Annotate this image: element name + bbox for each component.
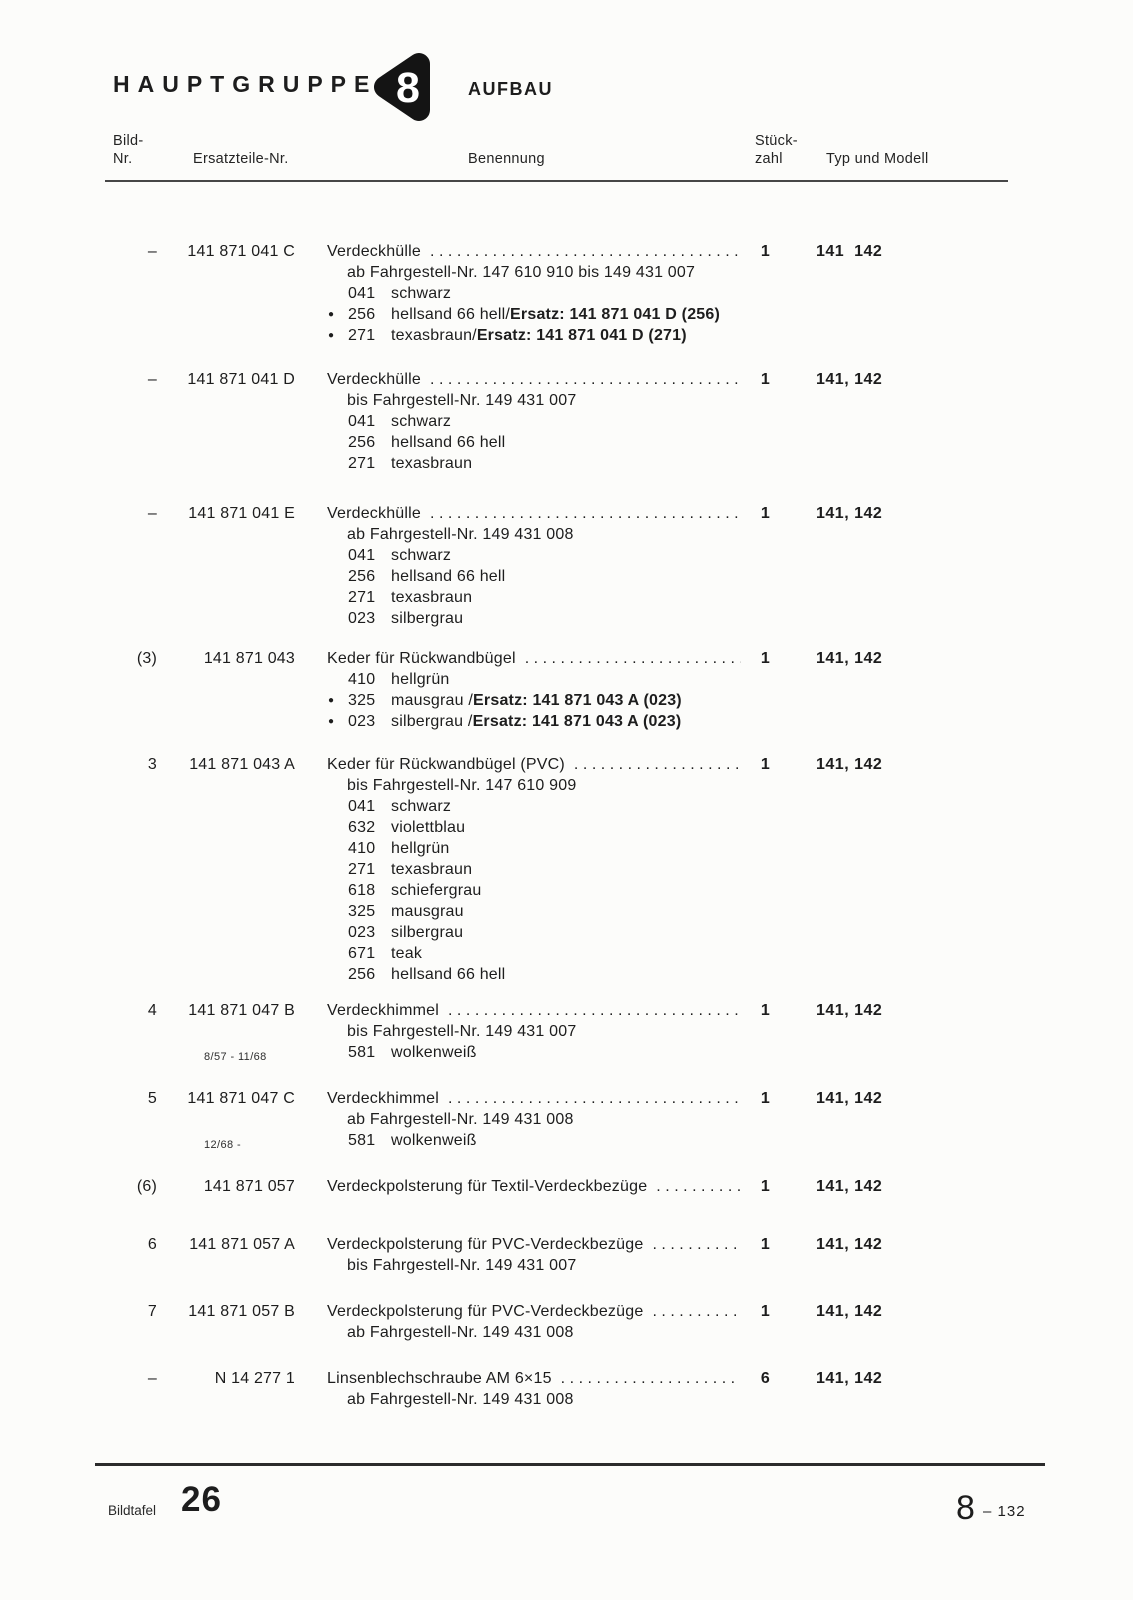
bullet-spacer (327, 838, 348, 859)
color-code: 023 (348, 924, 376, 941)
part-title: Verdeckhülle (327, 243, 422, 260)
part-title-line (327, 369, 743, 390)
bild-nr-cell: – (147, 243, 157, 260)
description-cell (327, 1301, 743, 1343)
color-code: 271 (348, 327, 376, 344)
bild-nr-cell: – (147, 505, 157, 522)
group-number-badge-icon (372, 49, 434, 125)
description-cell (327, 1088, 743, 1151)
type-model-cell: 141, 142 (816, 1090, 883, 1107)
color-option-line (327, 711, 743, 732)
bullet-spacer (327, 432, 348, 453)
color-code: 041 (348, 547, 376, 564)
bild-nr-cell: 5 (147, 1090, 157, 1107)
type-model-cell: 141, 142 (816, 1303, 883, 1320)
part-title: Verdeckpolsterung für PVC-Verdeckbezüge (327, 1303, 644, 1320)
color-option-line (327, 608, 743, 629)
color-name: wolkenweiß (391, 1132, 477, 1149)
part-title-line (327, 1088, 743, 1109)
dot-leader (561, 1368, 741, 1389)
part-title-line (327, 503, 743, 524)
quantity-cell: 1 (760, 1002, 770, 1019)
part-title-line (327, 648, 743, 669)
dot-leader (430, 369, 741, 390)
color-name: hellsand 66 hell (391, 966, 506, 983)
bullet-spacer (327, 545, 348, 566)
color-option-line (327, 669, 743, 690)
page-number: – 132 (983, 1503, 1026, 1520)
description-cell (327, 1234, 743, 1276)
bild-nr-cell: 7 (147, 1303, 157, 1320)
bullet-spacer (327, 1042, 348, 1063)
bild-nr-cell: 3 (147, 756, 157, 773)
color-option-line (327, 411, 743, 432)
color-option-line (327, 1042, 743, 1063)
color-name: schwarz (391, 798, 452, 815)
color-code: 271 (348, 455, 376, 472)
bullet-spacer (327, 1130, 348, 1151)
footer-rule (95, 1463, 1045, 1466)
column-header-bild: Bild- (113, 133, 144, 149)
color-code: 256 (348, 568, 376, 585)
bullet-spacer (327, 566, 348, 587)
part-number-cell: 141 871 057 B (188, 1303, 295, 1320)
superseded-bullet-icon: ● (328, 716, 335, 727)
description-cell (327, 1000, 743, 1063)
dot-leader (448, 1000, 741, 1021)
color-option-line (327, 943, 743, 964)
column-header-part-number: Ersatzteile-Nr. (193, 151, 289, 167)
bullet-spacer (327, 283, 348, 304)
column-header-bild-nr: Nr. (113, 151, 133, 167)
bullet-spacer (327, 796, 348, 817)
color-code: 041 (348, 285, 376, 302)
color-code: 256 (348, 434, 376, 451)
dot-leader (430, 241, 741, 262)
part-title: Verdeckhülle (327, 505, 422, 522)
quantity-cell: 1 (760, 1090, 770, 1107)
bild-nr-cell: (3) (136, 650, 157, 667)
quantity-cell: 1 (760, 650, 770, 667)
superseded-bullet-icon: ● (328, 330, 335, 341)
superseded-bullet-icon: ● (328, 695, 335, 706)
part-title: Verdeckpolsterung für PVC-Verdeckbezüge (327, 1236, 644, 1253)
color-option-line (327, 587, 743, 608)
color-option-line (327, 566, 743, 587)
dot-leader (656, 1176, 741, 1197)
dot-leader (652, 1234, 741, 1255)
chassis-number-note: bis Fahrgestell-Nr. 147 610 909 (347, 777, 577, 794)
color-code: 256 (348, 966, 376, 983)
ersatz-replacement: Ersatz: 141 871 043 A (023) (472, 713, 682, 730)
type-model-cell: 141, 142 (816, 756, 883, 773)
type-model-cell: 141, 142 (816, 371, 883, 388)
quantity-cell: 1 (760, 756, 770, 773)
bullet-spacer (327, 943, 348, 964)
color-code: 410 (348, 840, 376, 857)
ersatz-replacement: Ersatz: 141 871 043 A (023) (473, 692, 682, 709)
chassis-number-note: ab Fahrgestell-Nr. 149 431 008 (347, 1111, 574, 1128)
color-code: 271 (348, 861, 376, 878)
superseded-bullet-icon: ● (328, 309, 335, 320)
part-number-cell: 141 871 041 D (187, 371, 295, 388)
color-option-line (327, 922, 743, 943)
part-title-line (327, 241, 743, 262)
part-title: Verdeckhimmel (327, 1002, 439, 1019)
bullet-spacer (327, 453, 348, 474)
color-code: 023 (348, 610, 376, 627)
ersatz-replacement: Ersatz: 141 871 041 D (271) (476, 327, 687, 344)
color-option-line (327, 859, 743, 880)
dot-leader (525, 648, 741, 669)
quantity-cell: 1 (760, 371, 770, 388)
color-option-line (327, 964, 743, 985)
part-number-cell: 141 871 047 B (188, 1002, 295, 1019)
color-code: 325 (348, 692, 376, 709)
bullet-spacer (327, 669, 348, 690)
color-option-line (327, 283, 743, 304)
color-name: hellsand 66 hell/ (391, 306, 511, 323)
color-option-line (327, 817, 743, 838)
quantity-cell: 1 (760, 1236, 770, 1253)
color-name: schwarz (391, 547, 452, 564)
description-cell (327, 1176, 743, 1197)
part-number-cell: 141 871 057 A (189, 1236, 295, 1253)
color-name: hellsand 66 hell (391, 434, 506, 451)
part-number-cell: 141 871 041 E (188, 505, 295, 522)
part-title: Keder für Rückwandbügel (PVC) (327, 756, 565, 773)
description-cell (327, 503, 743, 629)
chassis-number-note: bis Fahrgestell-Nr. 149 431 007 (347, 392, 577, 409)
dot-leader (574, 754, 741, 775)
type-model-cell: 141 142 (816, 243, 883, 260)
bullet-spacer (327, 587, 348, 608)
bild-nr-cell: – (147, 1370, 157, 1387)
part-title-line (327, 1000, 743, 1021)
chassis-number-note: bis Fahrgestell-Nr. 149 431 007 (347, 1257, 577, 1274)
type-model-cell: 141, 142 (816, 1178, 883, 1195)
color-name: texasbraun/ (391, 327, 477, 344)
part-title-line (327, 1234, 743, 1255)
color-option-line (327, 545, 743, 566)
color-name: texasbraun (391, 589, 473, 606)
bullet-spacer (327, 880, 348, 901)
part-title: Verdeckhülle (327, 371, 422, 388)
color-name: violettblau (391, 819, 466, 836)
color-name: silbergrau (391, 610, 464, 627)
color-option-line (327, 880, 743, 901)
color-option-line (327, 325, 743, 346)
color-code: 671 (348, 945, 376, 962)
bild-nr-cell: 6 (147, 1236, 157, 1253)
quantity-cell: 1 (760, 1178, 770, 1195)
column-header-zahl: zahl (755, 151, 783, 167)
chassis-number-note: ab Fahrgestell-Nr. 147 610 910 bis 149 431 007 (347, 264, 696, 281)
description-cell (327, 369, 743, 474)
color-code: 256 (348, 306, 376, 323)
bullet-spacer (327, 817, 348, 838)
part-title: Keder für Rückwandbügel (327, 650, 516, 667)
bildtafel-number: 26 (181, 1480, 222, 1519)
color-name: mausgrau (391, 903, 464, 920)
bildtafel-label: Bildtafel (108, 1503, 157, 1518)
color-code: 041 (348, 413, 376, 430)
color-option-line (327, 1130, 743, 1151)
bullet-spacer (327, 411, 348, 432)
bild-nr-cell: (6) (136, 1178, 157, 1195)
bullet-spacer (327, 608, 348, 629)
part-title: Verdeckhimmel (327, 1090, 439, 1107)
part-number-cell: 141 871 057 (203, 1178, 295, 1195)
ersatz-replacement: Ersatz: 141 871 041 D (256) (510, 306, 721, 323)
part-title-line (327, 1301, 743, 1322)
color-code: 271 (348, 589, 376, 606)
quantity-cell: 1 (760, 505, 770, 522)
color-name: texasbraun (391, 861, 473, 878)
badge-number: 8 (396, 64, 420, 112)
color-name: schiefergrau (391, 882, 482, 899)
type-model-cell: 141, 142 (816, 505, 883, 522)
color-option-line (327, 432, 743, 453)
part-number-cell: 141 871 043 A (189, 756, 295, 773)
bullet-spacer (327, 964, 348, 985)
type-model-cell: 141, 142 (816, 1370, 883, 1387)
column-header-typ-modell: Typ und Modell (826, 151, 929, 167)
chassis-number-note: ab Fahrgestell-Nr. 149 431 008 (347, 526, 574, 543)
type-model-cell: 141, 142 (816, 650, 883, 667)
chassis-number-note: ab Fahrgestell-Nr. 149 431 008 (347, 1391, 574, 1408)
description-cell (327, 1368, 743, 1410)
color-option-line (327, 838, 743, 859)
bild-nr-cell: 4 (147, 1002, 157, 1019)
header-rule (105, 180, 1008, 182)
color-option-line (327, 690, 743, 711)
part-title: Verdeckpolsterung für Textil-Verdeckbezüge (327, 1178, 648, 1195)
section-label: AUFBAU (468, 79, 553, 99)
date-note: 8/57 - 11/68 (204, 1051, 267, 1063)
color-name: hellgrün (391, 840, 450, 857)
chassis-number-note: ab Fahrgestell-Nr. 149 431 008 (347, 1324, 574, 1341)
description-cell (327, 754, 743, 985)
part-title-line (327, 754, 743, 775)
color-name: mausgrau / (391, 692, 474, 709)
page-group-number: 8 (956, 1489, 975, 1527)
dot-leader (448, 1088, 741, 1109)
color-code: 581 (348, 1132, 376, 1149)
color-code: 581 (348, 1044, 376, 1061)
dot-leader (430, 503, 741, 524)
color-name: silbergrau (391, 924, 464, 941)
color-code: 410 (348, 671, 376, 688)
color-option-line (327, 453, 743, 474)
part-number-cell: 141 871 043 (203, 650, 295, 667)
bullet-spacer (327, 901, 348, 922)
color-name: silbergrau / (391, 713, 473, 730)
main-group-label: HAUPTGRUPPE (113, 71, 378, 97)
part-number-cell: 141 871 041 C (187, 243, 295, 260)
color-code: 325 (348, 903, 376, 920)
bullet-spacer (327, 922, 348, 943)
bild-nr-cell: – (147, 371, 157, 388)
date-note: 12/68 - (204, 1139, 242, 1151)
part-number-cell: N 14 277 1 (214, 1370, 295, 1387)
color-name: schwarz (391, 413, 452, 430)
color-code: 041 (348, 798, 376, 815)
chassis-number-note: bis Fahrgestell-Nr. 149 431 007 (347, 1023, 577, 1040)
color-name: wolkenweiß (391, 1044, 477, 1061)
quantity-cell: 6 (760, 1370, 770, 1387)
color-option-line (327, 796, 743, 817)
part-title-line (327, 1176, 743, 1197)
dot-leader (652, 1301, 741, 1322)
color-code: 632 (348, 819, 376, 836)
quantity-cell: 1 (760, 243, 770, 260)
color-option-line (327, 901, 743, 922)
type-model-cell: 141, 142 (816, 1002, 883, 1019)
color-name: hellsand 66 hell (391, 568, 506, 585)
color-name: teak (391, 945, 423, 962)
type-model-cell: 141, 142 (816, 1236, 883, 1253)
part-title-line (327, 1368, 743, 1389)
column-header-stueck: Stück- (755, 133, 798, 149)
color-code: 023 (348, 713, 376, 730)
color-name: schwarz (391, 285, 452, 302)
description-cell (327, 648, 743, 732)
color-name: texasbraun (391, 455, 473, 472)
color-option-line (327, 304, 743, 325)
quantity-cell: 1 (760, 1303, 770, 1320)
color-name: hellgrün (391, 671, 450, 688)
part-number-cell: 141 871 047 C (187, 1090, 295, 1107)
column-header-benennung: Benennung (468, 151, 545, 167)
color-code: 618 (348, 882, 376, 899)
description-cell (327, 241, 743, 346)
part-title: Linsenblechschraube AM 6×15 (327, 1370, 552, 1387)
bullet-spacer (327, 859, 348, 880)
